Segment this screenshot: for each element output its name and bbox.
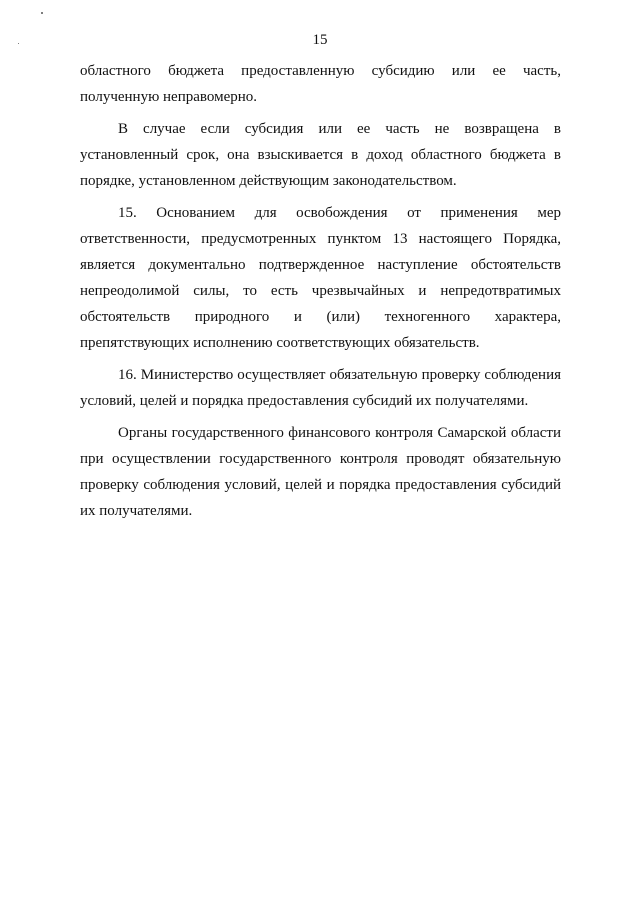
paragraph-item-15: 15. Основанием для освобождения от применения мер ответственности, предусмотренных пунктом 13 настоящего Порядка, является документально подтвержденное наступление обстоятельств непреодолимой силы, то есть чрезвычайных и непредотвратимых обстоятельств природного и (или) техногенного характера, препятствующих исполнению соответствующих обязательств. [80, 205, 561, 351]
page-number: 15 [312, 32, 328, 48]
paragraph-non-return: В случае если субсидия или ее часть не возвращена в установленный срок, она взыскивается в доход областного бюджета в порядке, установленном действующим законодательством. [80, 121, 561, 189]
paragraph-continuation: областного бюджета предоставленную субсидию или ее часть, полученную неправомерно. [80, 63, 561, 105]
paragraph-control-bodies: Органы государственного финансового контроля Самарской области при осуществлении государственного контроля проводят обязательную проверку соблюдения условий, целей и порядка предоставления субсидий их получателями. [80, 425, 561, 519]
paragraph-item-16: 16. Министерство осуществляет обязательную проверку соблюдения условий, целей и порядка предоставления субсидий их получателями. [80, 367, 561, 409]
document-body [80, 58, 561, 530]
scan-speck [41, 12, 43, 14]
